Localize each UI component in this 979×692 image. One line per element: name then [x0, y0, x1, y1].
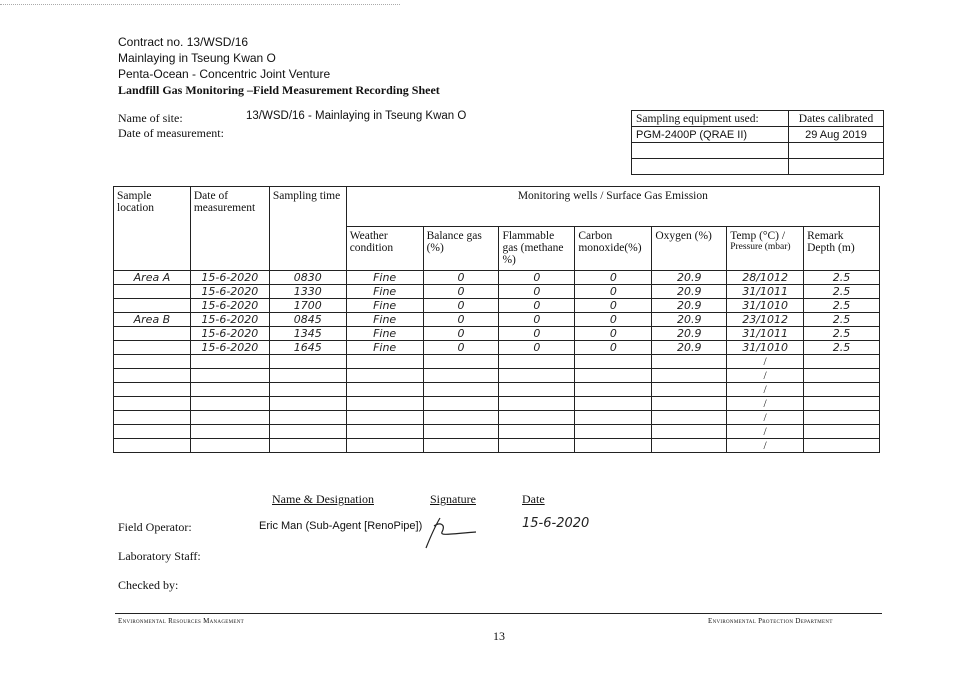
sample-location-cell: Area A — [114, 271, 191, 285]
contractor-name: Penta-Ocean - Concentric Joint Venture — [118, 67, 331, 81]
flammable-gas-cell: 0 — [499, 285, 575, 299]
temp-pressure-cell: 31/1011 — [727, 285, 804, 299]
carbon-monoxide-cell — [575, 439, 652, 453]
oxygen-cell — [652, 369, 727, 383]
balance-gas-cell — [423, 425, 499, 439]
scan-top-edge — [0, 4, 400, 5]
oxygen-cell — [652, 425, 727, 439]
sampling-time-cell — [269, 383, 346, 397]
temp-pressure-cell: 28/1012 — [727, 271, 804, 285]
balance-gas-cell — [423, 411, 499, 425]
checked-by-label: Checked by: — [118, 578, 179, 592]
depth-cell — [804, 383, 880, 397]
weather-cell — [346, 425, 423, 439]
operator-name: Eric Man (Sub-Agent [RenoPipe]) — [259, 520, 423, 532]
carbon-monoxide-cell: 0 — [575, 341, 652, 355]
sampling-time-cell: 1345 — [269, 327, 346, 341]
depth-cell — [804, 355, 880, 369]
balance-gas-cell: 0 — [423, 299, 499, 313]
equipment-empty-cell — [789, 159, 884, 175]
site-name-label: Name of site: — [118, 111, 183, 125]
table-row — [114, 397, 880, 411]
table-row — [114, 383, 880, 397]
site-labels — [118, 111, 224, 141]
flammable-gas-cell — [499, 369, 575, 383]
sampling-time-cell: 1700 — [269, 299, 346, 313]
header-oxygen: Oxygen (%) — [652, 227, 727, 271]
sampling-time-cell — [269, 369, 346, 383]
measurement-date-cell — [190, 439, 269, 453]
depth-cell — [804, 411, 880, 425]
table-row — [114, 327, 880, 341]
sampling-time-cell: 0845 — [269, 313, 346, 327]
header-flammable-gas: Flammable gas (methane %) — [499, 227, 575, 271]
balance-gas-cell — [423, 397, 499, 411]
footer-rule — [115, 613, 882, 614]
measurement-date-label: Date of measurement: — [118, 126, 224, 140]
sampling-time-cell: 0830 — [269, 271, 346, 285]
weather-cell — [346, 383, 423, 397]
header-remark-depth — [804, 227, 880, 271]
balance-gas-cell: 0 — [423, 313, 499, 327]
oxygen-cell — [652, 355, 727, 369]
depth-cell: 2.5 — [804, 313, 880, 327]
temp-pressure-cell: 31/1011 — [727, 327, 804, 341]
weather-cell: Fine — [346, 327, 423, 341]
flammable-gas-cell — [499, 383, 575, 397]
header-depth: Depth (m) — [807, 242, 855, 254]
sample-location-cell — [114, 383, 191, 397]
weather-cell — [346, 411, 423, 425]
field-operator-label: Field Operator: — [118, 520, 192, 534]
weather-cell: Fine — [346, 341, 423, 355]
temp-pressure-cell: / — [727, 425, 804, 439]
table-row — [114, 341, 880, 355]
flammable-gas-cell: 0 — [499, 341, 575, 355]
carbon-monoxide-cell: 0 — [575, 313, 652, 327]
measurement-date-cell — [190, 369, 269, 383]
sampling-time-cell: 1645 — [269, 341, 346, 355]
sample-location-cell — [114, 341, 191, 355]
date-heading: Date — [522, 492, 545, 506]
sample-location-cell — [114, 411, 191, 425]
temp-pressure-cell: 23/1012 — [727, 313, 804, 327]
weather-cell — [346, 439, 423, 453]
table-row — [114, 425, 880, 439]
table-row — [114, 271, 880, 285]
flammable-gas-cell — [499, 439, 575, 453]
carbon-monoxide-cell: 0 — [575, 285, 652, 299]
table-row — [114, 439, 880, 453]
contract-number: Contract no. 13/WSD/16 — [118, 35, 249, 49]
document-header — [118, 34, 440, 98]
sampling-time-cell: 1330 — [269, 285, 346, 299]
balance-gas-cell: 0 — [423, 341, 499, 355]
temp-pressure-cell: / — [727, 383, 804, 397]
measurement-date-cell — [190, 355, 269, 369]
depth-cell: 2.5 — [804, 299, 880, 313]
calibration-date: 29 Aug 2019 — [789, 127, 884, 143]
balance-gas-cell: 0 — [423, 271, 499, 285]
depth-cell — [804, 369, 880, 383]
carbon-monoxide-cell — [575, 411, 652, 425]
equipment-empty-cell — [789, 143, 884, 159]
header-sampling-time: Sampling time — [269, 187, 346, 271]
sampling-time-cell — [269, 355, 346, 369]
weather-cell: Fine — [346, 271, 423, 285]
oxygen-cell: 20.9 — [652, 285, 727, 299]
header-remark: Remark — [807, 230, 844, 242]
carbon-monoxide-cell — [575, 397, 652, 411]
sample-location-cell — [114, 285, 191, 299]
measurement-rows — [114, 271, 880, 453]
page-number: 13 — [493, 629, 505, 643]
flammable-gas-cell: 0 — [499, 313, 575, 327]
header-carbon-monoxide: Carbon monoxide(%) — [575, 227, 652, 271]
contract-name: Mainlaying in Tseung Kwan O — [118, 51, 276, 65]
sheet-title: Landfill Gas Monitoring –Field Measurement Recording Sheet — [118, 83, 440, 97]
site-name-value: 13/WSD/16 - Mainlaying in Tseung Kwan O — [246, 110, 467, 122]
header-balance-gas: Balance gas (%) — [423, 227, 499, 271]
flammable-gas-cell: 0 — [499, 271, 575, 285]
flammable-gas-cell: 0 — [499, 327, 575, 341]
footer-left: Environmental Resources Management — [118, 617, 244, 625]
name-designation-heading: Name & Designation — [272, 492, 374, 506]
oxygen-cell — [652, 397, 727, 411]
sample-location-cell — [114, 397, 191, 411]
balance-gas-cell — [423, 383, 499, 397]
sampling-time-cell — [269, 411, 346, 425]
sample-location-cell: Area B — [114, 313, 191, 327]
balance-gas-cell — [423, 439, 499, 453]
weather-cell: Fine — [346, 313, 423, 327]
balance-gas-cell: 0 — [423, 327, 499, 341]
sample-location-cell — [114, 439, 191, 453]
balance-gas-cell: 0 — [423, 285, 499, 299]
measurement-table — [113, 186, 880, 453]
carbon-monoxide-cell: 0 — [575, 327, 652, 341]
equipment-name: PGM-2400P (QRAE II) — [632, 127, 789, 143]
temp-pressure-cell: / — [727, 397, 804, 411]
measurement-date-cell — [190, 397, 269, 411]
header-weather: Weather condition — [346, 227, 423, 271]
weather-cell — [346, 355, 423, 369]
carbon-monoxide-cell — [575, 425, 652, 439]
weather-cell: Fine — [346, 285, 423, 299]
sample-location-cell — [114, 327, 191, 341]
carbon-monoxide-cell — [575, 383, 652, 397]
header-sample-location: Sample location — [114, 187, 191, 271]
signature-heading: Signature — [430, 492, 476, 506]
carbon-monoxide-cell: 0 — [575, 271, 652, 285]
measurement-date-cell — [190, 411, 269, 425]
sample-location-cell — [114, 369, 191, 383]
sampling-time-cell — [269, 425, 346, 439]
measurement-date-cell: 15-6-2020 — [190, 299, 269, 313]
header-temp: Temp (°C) / — [730, 230, 786, 242]
weather-cell — [346, 369, 423, 383]
flammable-gas-cell: 0 — [499, 299, 575, 313]
depth-cell — [804, 397, 880, 411]
temp-pressure-cell: / — [727, 439, 804, 453]
header-pressure: Pressure (mbar) — [730, 242, 791, 252]
depth-cell: 2.5 — [804, 327, 880, 341]
balance-gas-cell — [423, 369, 499, 383]
temp-pressure-cell: / — [727, 411, 804, 425]
table-row — [114, 299, 880, 313]
equipment-empty-cell — [632, 159, 789, 175]
depth-cell: 2.5 — [804, 271, 880, 285]
weather-cell — [346, 397, 423, 411]
sampling-time-cell — [269, 439, 346, 453]
depth-cell — [804, 425, 880, 439]
oxygen-cell — [652, 411, 727, 425]
oxygen-cell: 20.9 — [652, 313, 727, 327]
sample-location-cell — [114, 355, 191, 369]
sample-location-cell — [114, 425, 191, 439]
equipment-empty-cell — [632, 143, 789, 159]
balance-gas-cell — [423, 355, 499, 369]
header-temp-pressure — [727, 227, 804, 271]
depth-cell — [804, 439, 880, 453]
header-monitoring-wells: Monitoring wells / Surface Gas Emission — [346, 187, 879, 227]
table-row — [114, 285, 880, 299]
measurement-date-cell: 15-6-2020 — [190, 341, 269, 355]
carbon-monoxide-cell: 0 — [575, 299, 652, 313]
oxygen-cell: 20.9 — [652, 341, 727, 355]
flammable-gas-cell — [499, 397, 575, 411]
measurement-date-cell — [190, 383, 269, 397]
operator-date: 15-6-2020 — [522, 516, 590, 531]
footer-right: Environmental Protection Department — [708, 617, 833, 625]
table-row — [114, 369, 880, 383]
measurement-date-cell: 15-6-2020 — [190, 327, 269, 341]
flammable-gas-cell — [499, 355, 575, 369]
depth-cell: 2.5 — [804, 341, 880, 355]
table-row — [114, 355, 880, 369]
weather-cell: Fine — [346, 299, 423, 313]
header-date-of-measurement: Date of measurement — [190, 187, 269, 271]
calibrated-header: Dates calibrated — [789, 111, 884, 127]
sample-location-cell — [114, 299, 191, 313]
oxygen-cell: 20.9 — [652, 299, 727, 313]
carbon-monoxide-cell — [575, 355, 652, 369]
sampling-time-cell — [269, 397, 346, 411]
temp-pressure-cell: / — [727, 369, 804, 383]
depth-cell: 2.5 — [804, 285, 880, 299]
oxygen-cell — [652, 383, 727, 397]
equipment-table — [631, 110, 884, 175]
temp-pressure-cell: / — [727, 355, 804, 369]
table-row — [114, 313, 880, 327]
lab-staff-label: Laboratory Staff: — [118, 549, 201, 563]
flammable-gas-cell — [499, 411, 575, 425]
measurement-date-cell: 15-6-2020 — [190, 271, 269, 285]
oxygen-cell: 20.9 — [652, 327, 727, 341]
measurement-date-cell: 15-6-2020 — [190, 285, 269, 299]
equipment-header: Sampling equipment used: — [632, 111, 789, 127]
operator-signature — [420, 510, 480, 552]
oxygen-cell — [652, 439, 727, 453]
table-row — [114, 411, 880, 425]
temp-pressure-cell: 31/1010 — [727, 299, 804, 313]
carbon-monoxide-cell — [575, 369, 652, 383]
measurement-date-cell — [190, 425, 269, 439]
flammable-gas-cell — [499, 425, 575, 439]
temp-pressure-cell: 31/1010 — [727, 341, 804, 355]
oxygen-cell: 20.9 — [652, 271, 727, 285]
measurement-date-cell: 15-6-2020 — [190, 313, 269, 327]
